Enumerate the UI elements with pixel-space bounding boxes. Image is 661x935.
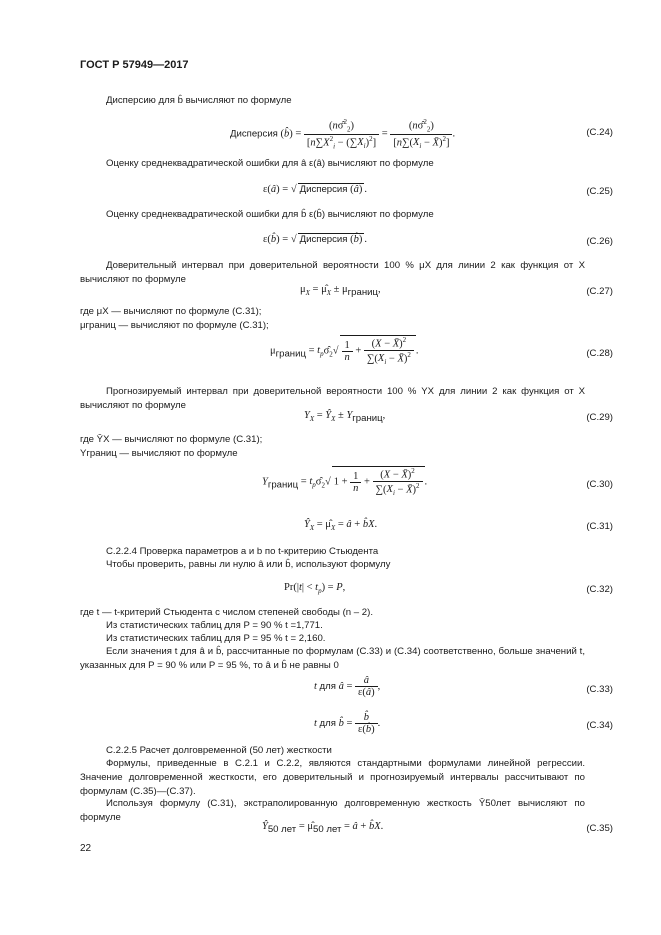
formula-c35: $Ŷ_{50 лет}$ = $\mû_{50 лет}$ = â + b̂X. [262, 821, 384, 836]
paragraph-error-b: Оценку среднеквадратической ошибки для b̂ ε(b̂) вычисляют по формуле [106, 209, 434, 220]
formula-c31: $Ŷ_X$ = $\mû_X$ = â + b̂X. [304, 519, 378, 533]
table-value-95: Из статистических таблиц для P = 95 % t = 2,160. [106, 633, 326, 644]
paragraph-extrapolated: Используя формулу (С.31), экстраполированную долговременную жесткость Ŷ50лет вычисляют по формуле [80, 798, 585, 823]
formula-c33: t для â = $\frac{â}{\varepsilon(â)}$ , [314, 675, 381, 698]
where-mu-x: где μX — вычисляют по формуле (С.31); [80, 306, 262, 317]
paragraph-long-term: Формулы, приведенные в С.2.1 и С.2.2, являются стандартными формулами линейной регрессии. Значение долговременной жесткости, его доверительный и прогнозируемый интервалы рассчитывают по формулам (С.35)—(С.37). [80, 758, 585, 797]
equation-number-c27: (С.27) [586, 286, 613, 297]
equation-number-c28: (С.28) [586, 348, 613, 359]
equation-number-c24: (С.24) [586, 127, 613, 138]
where-t: где t — t-критерий Стьюдента с числом степеней свободы (n – 2). [80, 607, 373, 618]
equation-number-c34: (С.34) [586, 720, 613, 731]
formula-c24: Дисперсия (b̂) = $\frac{(n\sigmâ^2_2)}{[n\sum X^2_i - (\sum X_i)^2]}$ = $\frac{(n\sigmâ^2_2)}{[n\sum(X_i - X̄)^2]}$ . [230, 118, 456, 151]
equation-number-c26: (С.26) [586, 236, 613, 247]
paragraph-confidence-interval: Доверительный интервал при доверительной вероятности 100 % μX для линии 2 как функция от X вычисляют по формуле [80, 260, 585, 285]
formula-c30: $Y_{границ}$ = $t_p\sigmâ_2√$ 1 + $\frac{1}{n}$ + $\frac{(X - X̄)^2}{\sum(X_i - X̄)^2}$ . [262, 467, 428, 498]
formula-c28: $\mu_{границ}$ = $t_p\sigmâ_2√$ $\frac{1}{n}$ + $\frac{(X - X̄)^2}{\sum(X_i - X̄)^2}$ . [270, 336, 419, 367]
formula-c27: $\mu_X$ = $\mû_X \pm \mu_{границ}$, [300, 284, 381, 299]
section-c224-title: С.2.2.4 Проверка параметров a и b по t-критерию Стьюдента [106, 546, 379, 557]
equation-number-c32: (С.32) [586, 584, 613, 595]
equation-number-c30: (С.30) [586, 479, 613, 490]
equation-number-c25: (С.25) [586, 186, 613, 197]
paragraph-t-compare: Если значения t для â и b̂, рассчитанные по формулам (С.33) и (С.34) соответственно, больше значений t, указанных для P = 90 % или P = 95 %, то â и b̂ не равны 0 [80, 646, 585, 671]
equation-number-c35: (С.35) [586, 823, 613, 834]
table-value-90: Из статистических таблиц для P = 90 % t =1,771. [106, 620, 323, 631]
equation-number-c31: (С.31) [586, 521, 613, 532]
document-header: ГОСТ Р 57949—2017 [80, 59, 189, 71]
formula-c34: t для b̂ = $\frac{b̂}{\varepsilon(b̂)}$ . [314, 712, 381, 735]
section-c225-title: С.2.2.5 Расчет долговременной (50 лет) жесткости [106, 745, 332, 756]
paragraph-error-a: Оценку среднеквадратической ошибки для â ε(â) вычисляют по формуле [106, 158, 434, 169]
paragraph-test-zero: Чтобы проверить, равны ли нулю â или b̂, используют формулу [106, 559, 391, 570]
where-y-granits: Yграниц — вычисляют по формуле [80, 448, 238, 459]
formula-c29: $Y_X$ = $Ŷ_X \pm Y_{границ}$, [304, 410, 386, 425]
equation-number-c33: (С.33) [586, 684, 613, 695]
formula-c26: ε(b̂) = √ Дисперсия (b̂) . [263, 234, 367, 245]
formula-c25: ε(â) = √ Дисперсия (â) . [263, 184, 367, 195]
paragraph-prediction-interval: Прогнозируемый интервал при доверительной вероятности 100 % YX для линии 2 как функция от X вычисляют по формуле [80, 386, 585, 411]
where-mu-granits: μграниц — вычисляют по формуле (С.31); [80, 320, 269, 331]
paragraph-dispersion-b: Дисперсию для b̂ вычисляют по формуле [106, 95, 292, 106]
equation-number-c29: (С.29) [586, 412, 613, 423]
page-number: 22 [80, 843, 92, 854]
where-y-x: где ŶX — вычисляют по формуле (С.31); [80, 434, 263, 445]
formula-c32: $Pr(|t| < t_p) = P$, [284, 582, 346, 596]
